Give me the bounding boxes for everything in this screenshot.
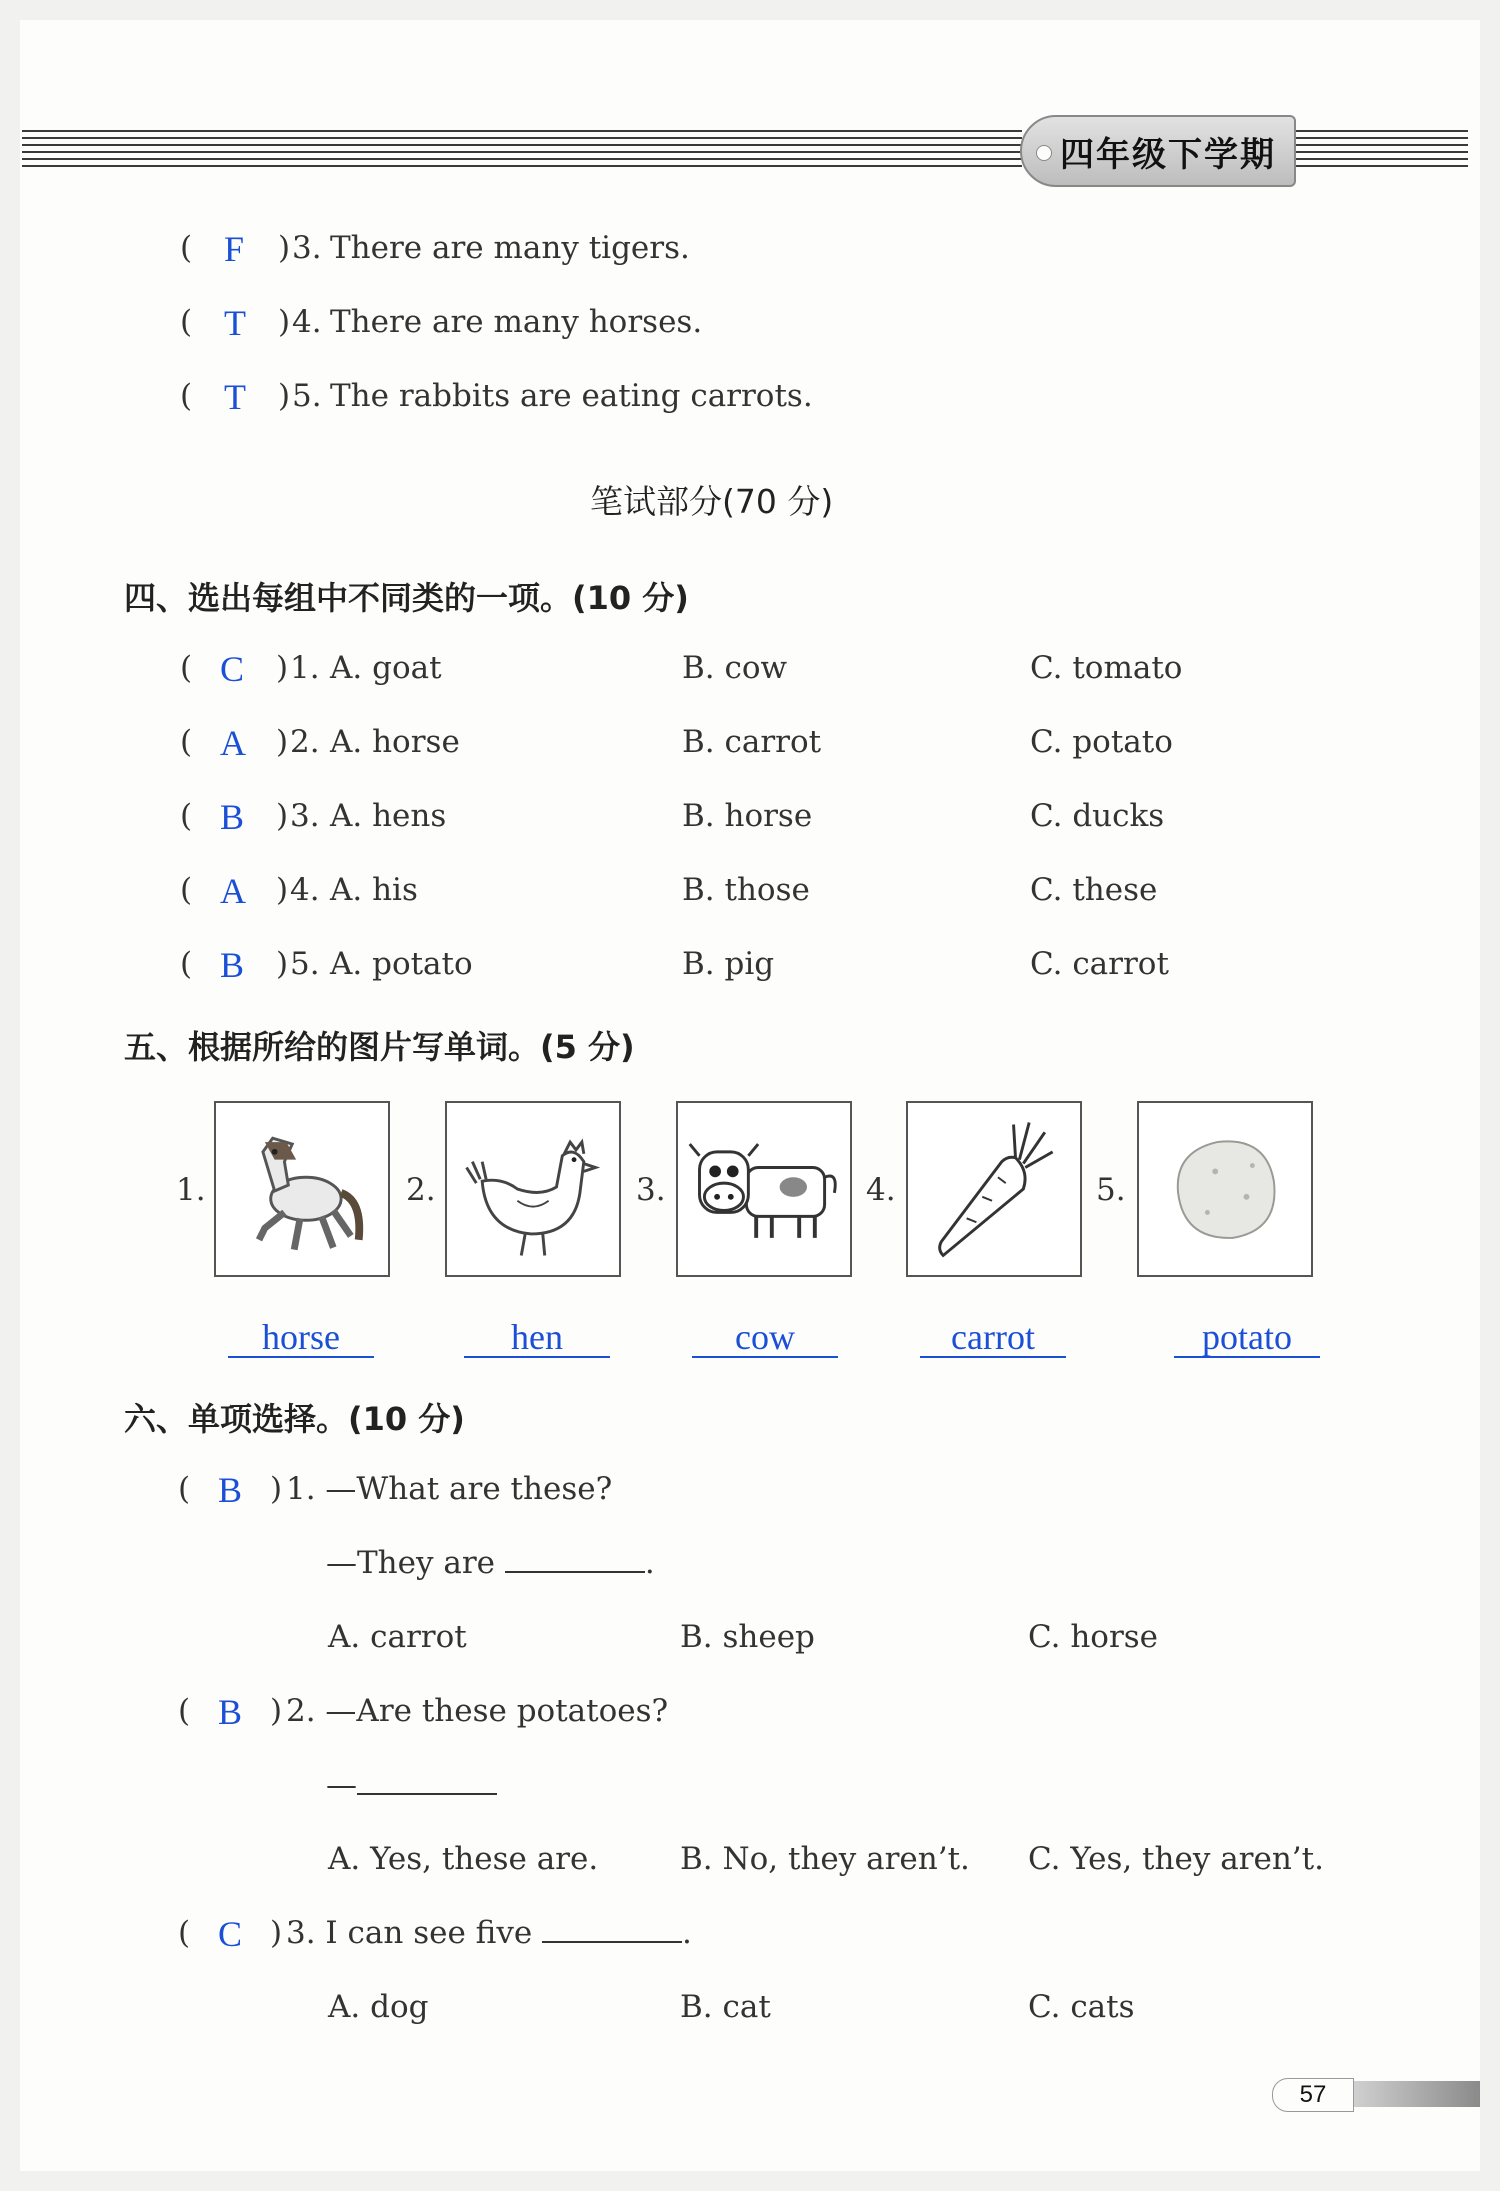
question-stem: 3. I can see five .: [286, 1915, 692, 1951]
tab-hole-icon: [1036, 145, 1052, 161]
answer-mark: F: [224, 229, 245, 269]
pic-number: 1.: [176, 1172, 206, 1208]
option-c: C. Yes, they aren’t.: [1028, 1841, 1324, 1877]
answer-blank: [505, 1551, 645, 1573]
hen-icon: [445, 1101, 621, 1277]
pic-number: 3.: [636, 1172, 666, 1208]
answer-mark: C: [218, 1914, 243, 1954]
option-a: A. goat: [330, 650, 442, 686]
option-b: B. cat: [680, 1989, 771, 2025]
option-c: C. ducks: [1030, 798, 1165, 834]
option-a: A. his: [330, 872, 418, 908]
item-text: There are many tigers.: [330, 230, 690, 266]
option-b: B. those: [682, 872, 810, 908]
answer-blank: [542, 1921, 682, 1943]
header-rules-right: [1296, 130, 1468, 172]
pic-number: 4.: [866, 1172, 896, 1208]
option-b: B. No, they aren’t.: [680, 1841, 970, 1877]
item-number: 5.: [292, 378, 322, 414]
header-rules-left: [22, 130, 1022, 172]
written-section-heading: 笔试部分(70 分): [590, 482, 834, 521]
question-reply: —They are .: [326, 1545, 655, 1581]
answer-word: carrot: [920, 1318, 1066, 1358]
item-text: There are many horses.: [330, 304, 703, 340]
cow-icon: [676, 1101, 852, 1277]
grade-label: 四年级下学期: [1060, 134, 1276, 175]
option-b: B. sheep: [680, 1619, 815, 1655]
potato-icon: [1137, 1101, 1313, 1277]
item-number: 2.: [290, 724, 320, 760]
answer-mark: T: [224, 303, 246, 343]
answer-mark: B: [218, 1470, 243, 1510]
question-reply: —: [326, 1767, 497, 1803]
item-number: 3.: [290, 798, 320, 834]
page-number: 57: [1272, 2078, 1354, 2112]
option-b: B. cow: [682, 650, 788, 686]
item-text: The rabbits are eating carrots.: [330, 378, 813, 414]
option-a: A. Yes, these are.: [328, 1841, 599, 1877]
answer-word: cow: [692, 1318, 838, 1358]
pic-number: 5.: [1096, 1172, 1126, 1208]
carrot-icon: [906, 1101, 1082, 1277]
item-number: 4.: [290, 872, 320, 908]
item-number: 3.: [292, 230, 322, 266]
question-stem: 1. —What are these?: [286, 1471, 613, 1507]
option-a: A. carrot: [328, 1619, 467, 1655]
answer-word: horse: [228, 1318, 374, 1358]
option-c: C. cats: [1028, 1989, 1135, 2025]
answer-mark: T: [224, 377, 246, 417]
option-b: B. pig: [682, 946, 775, 982]
item-number: 1.: [290, 650, 320, 686]
answer-mark: A: [220, 871, 246, 911]
option-c: C. tomato: [1030, 650, 1183, 686]
option-c: C. horse: [1028, 1619, 1159, 1655]
option-a: A. potato: [330, 946, 473, 982]
horse-icon: [214, 1101, 390, 1277]
option-a: A. horse: [330, 724, 460, 760]
section4-title: 四、选出每组中不同类的一项。(10 分): [124, 579, 689, 617]
answer-blank: [357, 1773, 497, 1795]
answer-mark: B: [218, 1692, 243, 1732]
option-c: C. these: [1030, 872, 1158, 908]
option-c: C. potato: [1030, 724, 1173, 760]
pic-number: 2.: [406, 1172, 436, 1208]
item-number: 5.: [290, 946, 320, 982]
item-number: 4.: [292, 304, 322, 340]
question-stem: 2. —Are these potatoes?: [286, 1693, 669, 1729]
option-a: A. hens: [330, 798, 447, 834]
answer-mark: A: [220, 723, 246, 763]
answer-word: hen: [464, 1318, 610, 1358]
section5-title: 五、根据所给的图片写单词。(5 分): [124, 1028, 635, 1066]
option-c: C. carrot: [1030, 946, 1169, 982]
option-b: B. horse: [682, 798, 813, 834]
answer-mark: B: [220, 797, 245, 837]
grade-tab: [1020, 115, 1296, 187]
answer-mark: C: [220, 649, 245, 689]
answer-mark: B: [220, 945, 245, 985]
section6-title: 六、单项选择。(10 分): [124, 1400, 465, 1438]
option-a: A. dog: [328, 1989, 429, 2025]
option-b: B. carrot: [682, 724, 822, 760]
answer-word: potato: [1174, 1318, 1320, 1358]
